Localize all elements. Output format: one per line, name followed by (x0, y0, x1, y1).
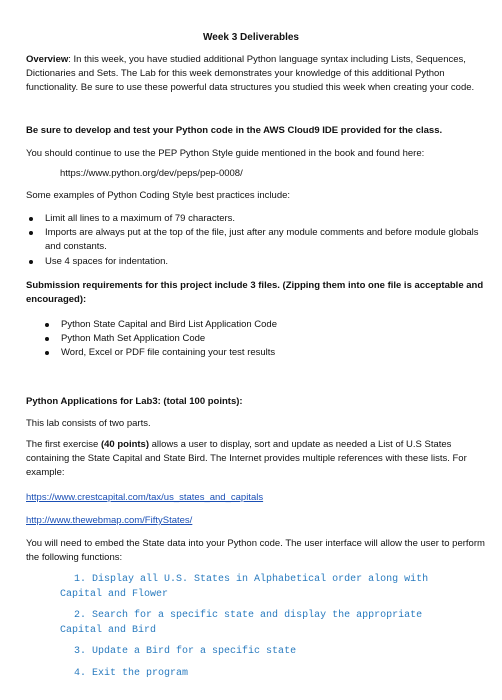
first-exercise-intro: The first exercise (26, 439, 101, 450)
function-text: Search for a specific state and display the appropriate (92, 610, 423, 621)
first-exercise-points: (40 points) (100, 439, 149, 450)
first-exercise-paragraph (26, 438, 488, 481)
two-parts-text: This lab consists of two parts. (26, 418, 151, 429)
embed-data-paragraph: You will need to embed the State data into your Python code. The user interface will allow the user to perform the following functions: (26, 538, 485, 564)
overview-paragraph (26, 53, 488, 96)
list-item (26, 255, 488, 269)
crestcapital-link-line (26, 491, 488, 505)
overview-text: : In this week, you have studied additional Python language syntax including Lists, Sequences, Dictionaries and Sets. The Lab for this week demonstrates your knowledge of this additional Python functionality. Be sure to use these powerful data structures you studied this week when creating your code. (26, 54, 475, 94)
list-item (42, 346, 482, 360)
list-item (26, 226, 488, 254)
function-item-update (60, 645, 480, 660)
pep-url: https://www.python.org/dev/peps/pep-0008/ (60, 168, 243, 179)
applications-heading: Python Applications for Lab3: (total 100 points): (26, 396, 243, 407)
function-number: 1. (74, 574, 87, 585)
page-title: Week 3 Deliverables (203, 32, 299, 43)
list-item-text: Imports are always put at the top of the file, just after any module comments and before module globals and constants. (45, 227, 479, 253)
submission-heading: Submission requirements for this project include 3 files. (Zipping them into one file is acceptable and encouraged): (26, 280, 484, 306)
function-text: Display all U.S. States in Alphabetical order along with (92, 574, 429, 585)
list-item (42, 318, 482, 332)
overview-label: Overview (26, 54, 69, 65)
list-item-text: Limit all lines to a maximum of 79 characters. (45, 213, 236, 224)
thewebmap-link-line (26, 514, 488, 528)
list-item-text: Python Math Set Application Code (61, 333, 206, 345)
function-number: 4. (74, 668, 87, 679)
function-number: 3. (74, 646, 87, 657)
bullet-icon (29, 217, 33, 221)
list-item (42, 332, 482, 346)
function-item-display (60, 573, 480, 602)
submission-bullet-list (42, 318, 482, 361)
function-item-exit (60, 667, 480, 682)
list-item-text: Use 4 spaces for indentation. (45, 255, 169, 267)
function-text-continued: Capital and Flower (60, 588, 169, 600)
style-bullet-list (26, 212, 488, 269)
bullet-icon (45, 323, 49, 327)
bullet-icon (29, 260, 33, 264)
bullet-icon (29, 231, 33, 235)
thewebmap-link[interactable]: http://www.thewebmap.com/FiftyStates/ (26, 515, 193, 526)
function-text: Exit the program (92, 668, 189, 679)
style-examples-intro: Some examples of Python Coding Style best practices include: (26, 190, 291, 201)
function-number: 2. (74, 610, 87, 621)
list-item (26, 212, 488, 226)
crestcapital-link[interactable]: https://www.crestcapital.com/tax/us_states_and_capitals (26, 492, 264, 503)
first-exercise-text: allows a user to display, sort and update as needed a List of U.S States containing the State Capital and State Bird. The Internet provides multiple references with these lists. For example: (26, 439, 467, 479)
list-item-text: Python State Capital and Bird List Application Code (61, 319, 277, 330)
function-text-continued: Capital and Bird (60, 624, 157, 636)
pep-intro: You should continue to use the PEP Python Style guide mentioned in the book and found here: (26, 148, 425, 159)
list-item-text: Word, Excel or PDF file containing your test results (61, 347, 276, 359)
bullet-icon (45, 337, 49, 341)
function-text: Update a Bird for a specific state (92, 646, 297, 657)
aws-cloud9-note: Be sure to develop and test your Python code in the AWS Cloud9 IDE provided for the class. (26, 125, 443, 136)
function-item-search (60, 609, 480, 638)
bullet-icon (45, 351, 49, 355)
